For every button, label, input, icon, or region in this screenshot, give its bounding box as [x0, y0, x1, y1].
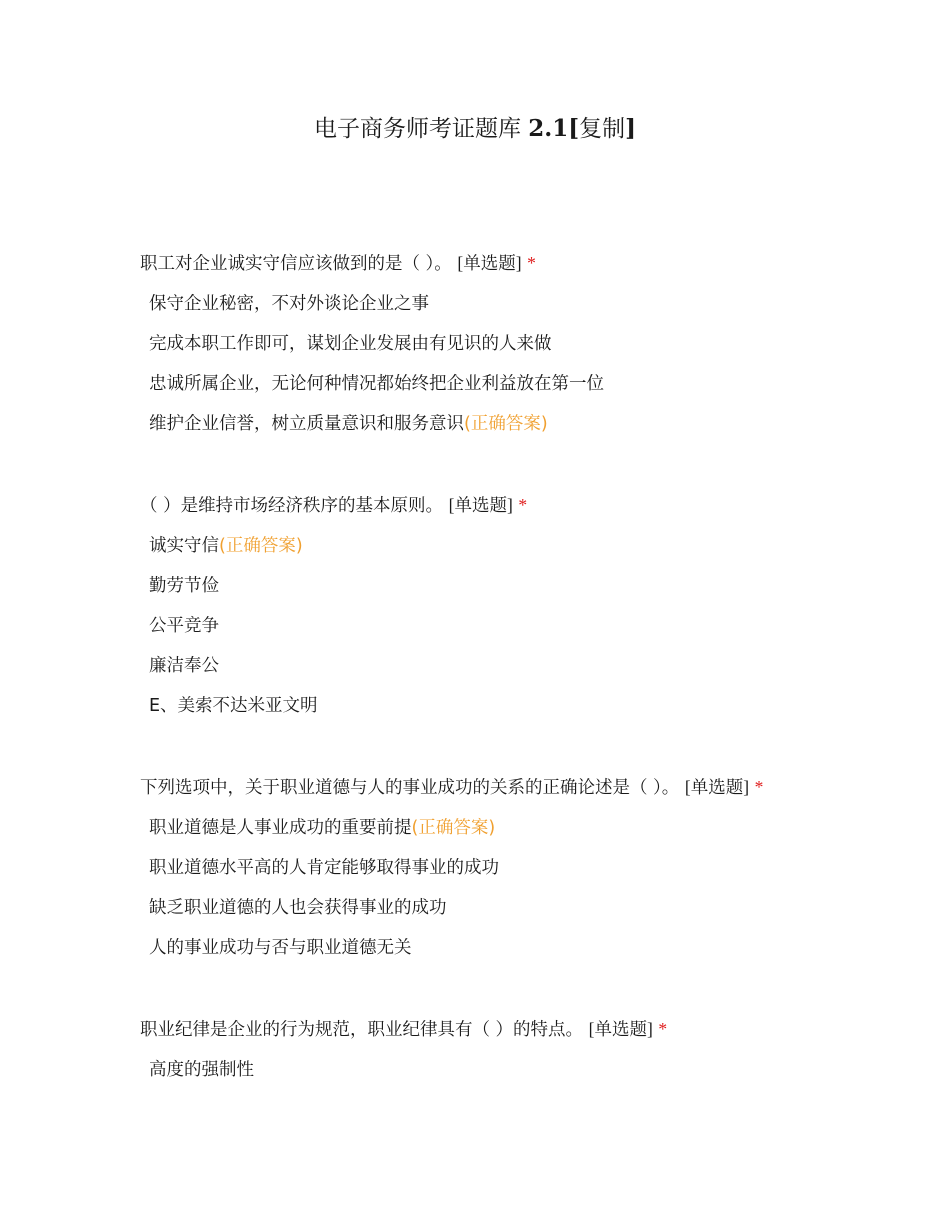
option-item[interactable]: [140, 526, 900, 566]
question-4: [140, 1016, 900, 1090]
option-text: 人的事业成功与否与职业道德无关: [149, 938, 412, 958]
correct-answer-tag: (正确答案): [219, 536, 303, 556]
question-text: （ ）是维持市场经济秩序的基本原则。: [140, 496, 444, 516]
option-item[interactable]: [140, 566, 900, 606]
title-suffix: ]: [625, 115, 637, 142]
option-list: [140, 284, 900, 444]
option-text: 维护企业信誉，树立质量意识和服务意识: [149, 414, 464, 434]
option-list: [140, 526, 900, 726]
required-mark: *: [658, 1019, 668, 1039]
question-text: 下列选项中，关于职业道德与人的事业成功的关系的正确论述是（ ）。: [140, 778, 680, 798]
option-item[interactable]: [140, 404, 900, 444]
question-type-label: [单选题]: [448, 495, 513, 515]
title-prefix: 电子商务师考证题库: [313, 116, 521, 142]
option-item[interactable]: [140, 284, 900, 324]
option-item[interactable]: [140, 364, 900, 404]
option-item[interactable]: [140, 686, 900, 726]
option-text: 职业道德是人事业成功的重要前提: [149, 818, 412, 838]
option-text: 忠诚所属企业，无论何种情况都始终把企业利益放在第一位: [149, 374, 604, 394]
option-text: 勤劳节俭: [149, 576, 219, 596]
option-item[interactable]: [140, 606, 900, 646]
option-text: 完成本职工作即可，谋划企业发展由有见识的人来做: [149, 334, 552, 354]
question-stem: [140, 250, 900, 277]
title-copy: 复制: [579, 116, 626, 142]
option-text: 高度的强制性: [149, 1060, 254, 1080]
option-list: [140, 1050, 900, 1090]
question-2: [140, 492, 900, 726]
option-text: 诚实守信: [149, 536, 219, 556]
required-mark: *: [518, 495, 528, 515]
question-3: [140, 774, 900, 968]
option-item[interactable]: [140, 928, 900, 968]
option-text: 职业道德水平高的人肯定能够取得事业的成功: [149, 858, 499, 878]
page-title: [0, 110, 950, 143]
question-stem: [140, 492, 900, 519]
option-text: 保守企业秘密，不对外谈论企业之事: [149, 294, 429, 314]
question-text: 职业纪律是企业的行为规范，职业纪律具有（ ）的特点。: [140, 1020, 584, 1040]
option-item[interactable]: [140, 888, 900, 928]
option-item[interactable]: [140, 646, 900, 686]
option-item[interactable]: [140, 808, 900, 848]
option-text: 廉洁奉公: [149, 656, 219, 676]
option-item[interactable]: [140, 848, 900, 888]
question-stem: [140, 1016, 900, 1043]
question-stem: [140, 774, 900, 801]
question-type-label: [单选题]: [684, 777, 750, 797]
correct-answer-tag: (正确答案): [411, 818, 496, 838]
option-item[interactable]: [140, 1050, 900, 1090]
required-mark: *: [527, 253, 536, 273]
correct-answer-tag: (正确答案): [464, 414, 548, 434]
question-1: [140, 250, 900, 444]
option-item[interactable]: [140, 324, 900, 364]
question-text: 职工对企业诚实守信应该做到的是（ ）。: [140, 254, 452, 274]
option-text: E、美索不达米亚文明: [149, 696, 318, 716]
question-type-label: [单选题]: [588, 1019, 653, 1039]
option-text: 公平竞争: [149, 616, 219, 636]
question-type-label: [单选题]: [457, 253, 522, 273]
option-text: 缺乏职业道德的人也会获得事业的成功: [149, 898, 447, 918]
title-version: 2.1[: [528, 115, 580, 142]
required-mark: *: [754, 777, 764, 797]
option-list: [140, 808, 900, 968]
